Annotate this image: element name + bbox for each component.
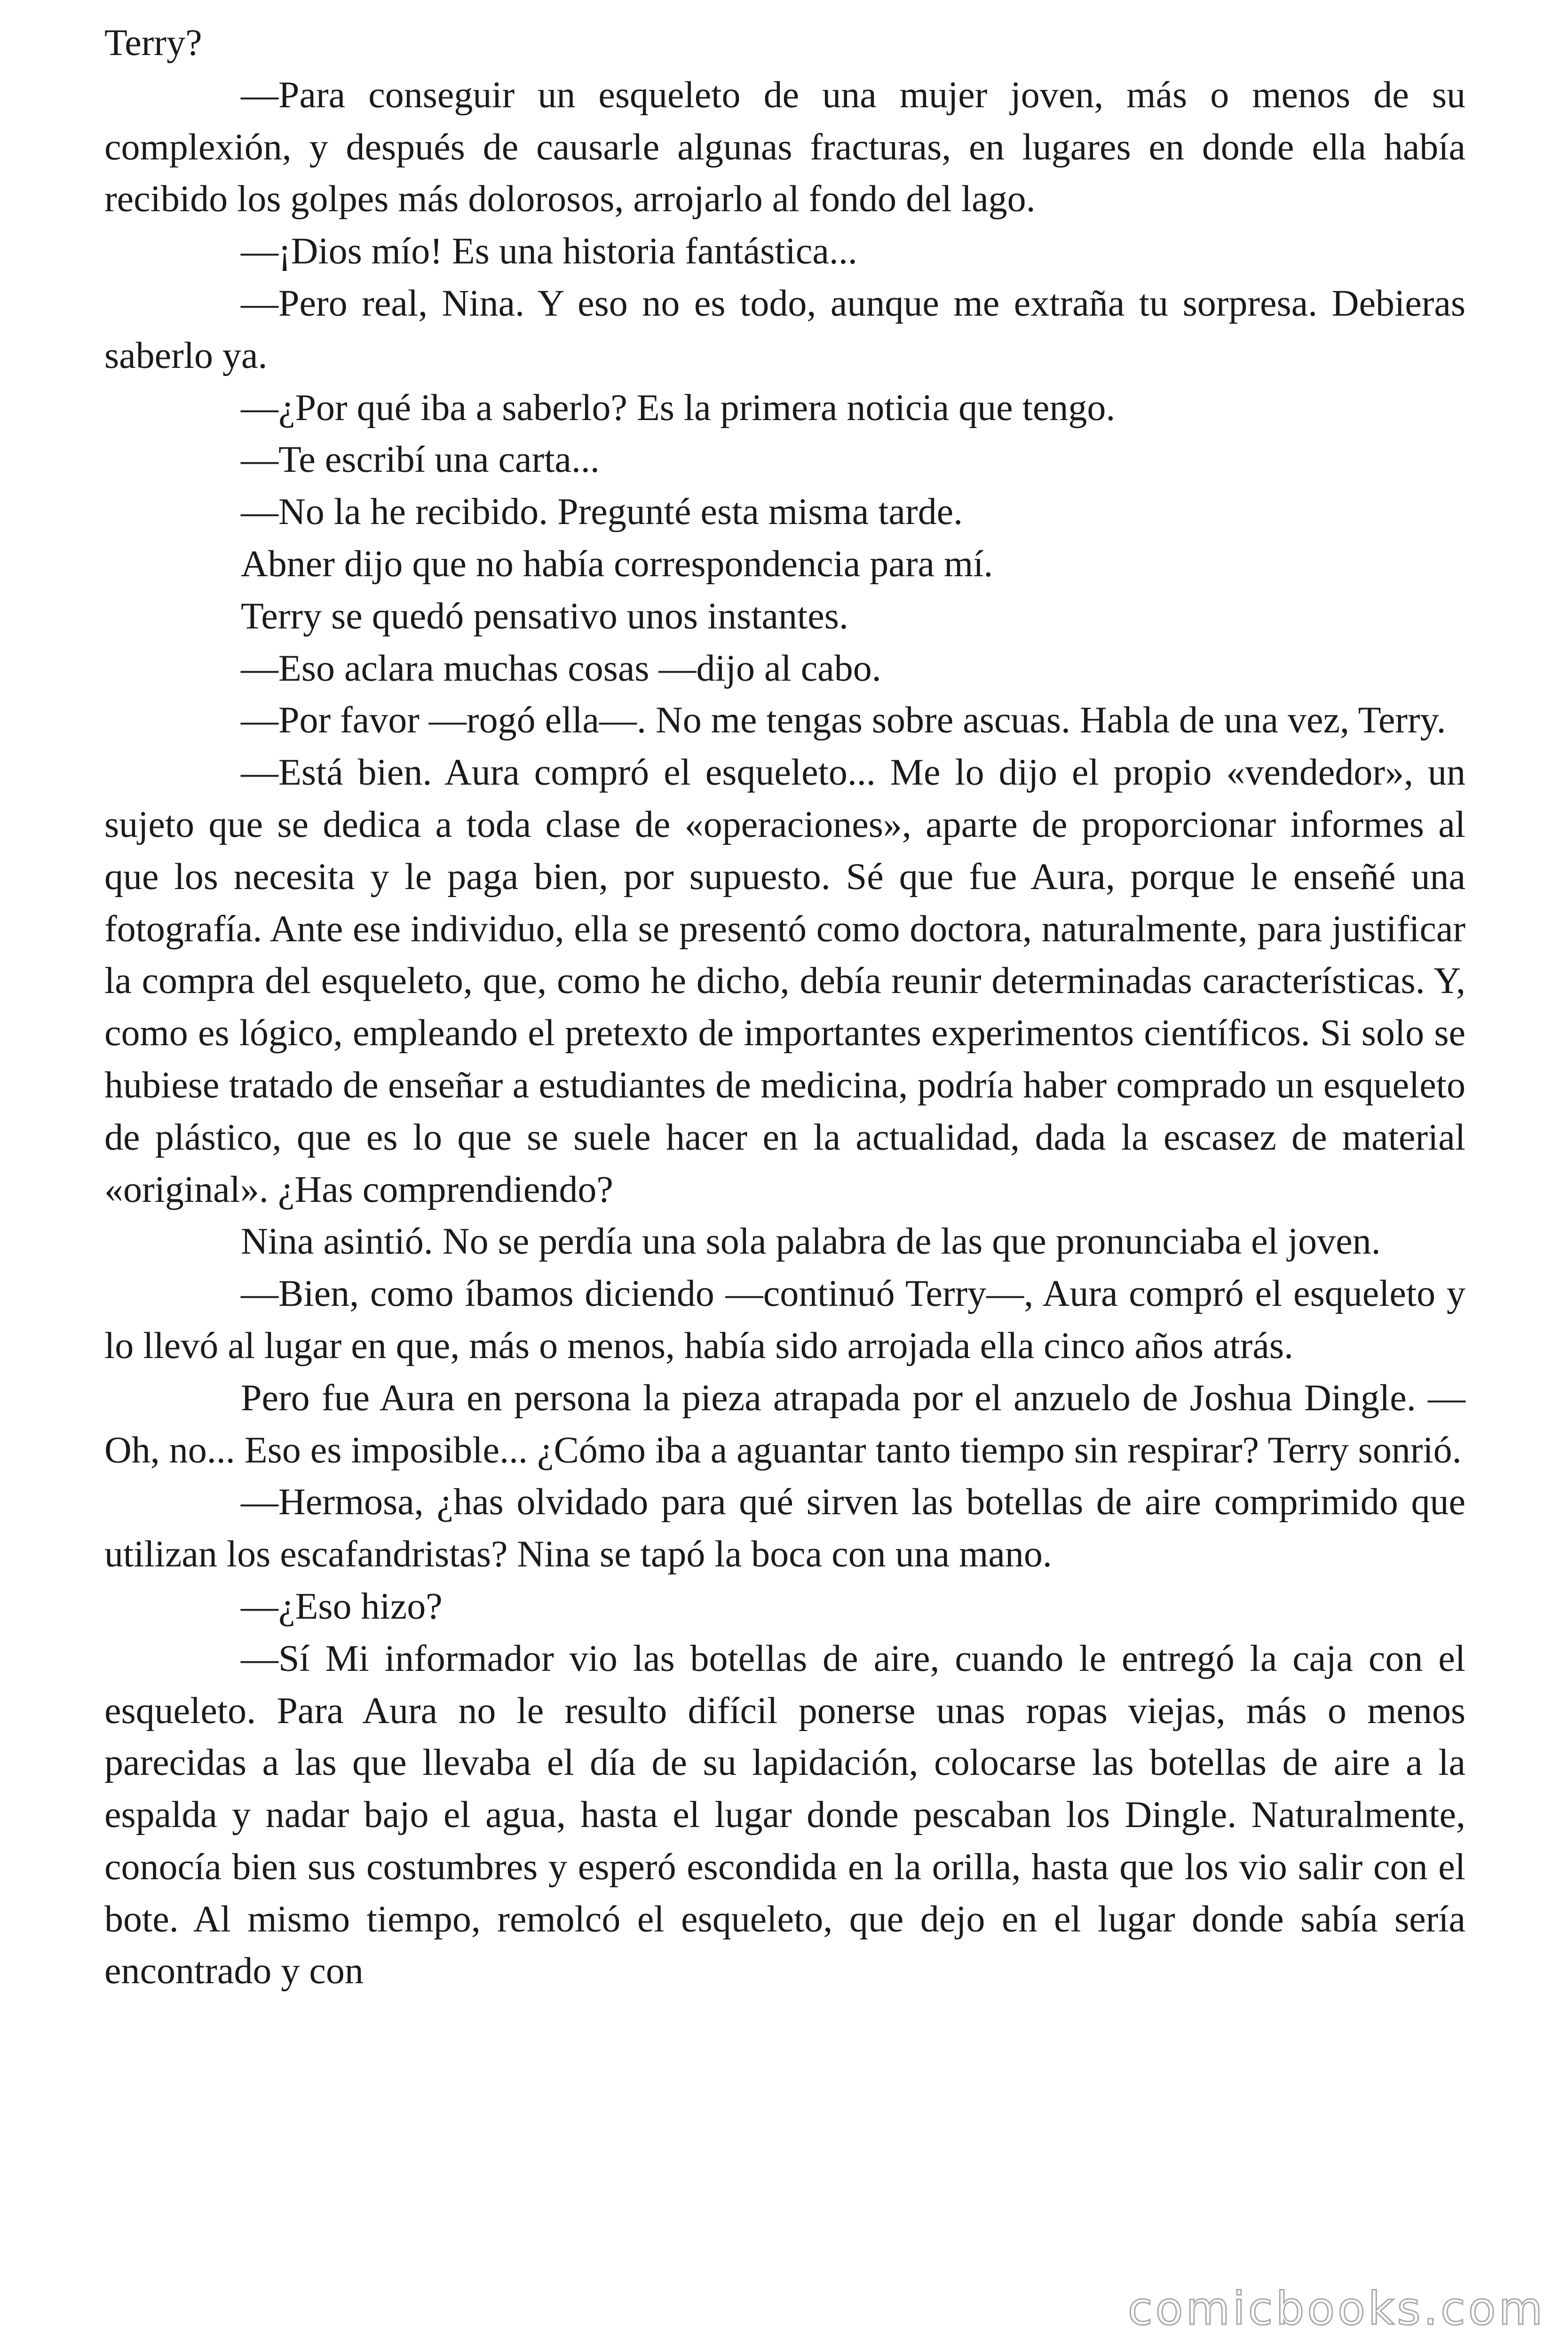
paragraph: —Sí Mi informador vio las botellas de aire, cuando le entregó la caja con el esqueleto. Para Aura no le resulto difícil ponerse unas ropas viejas, más o menos parecidas a las que llevaba el día de su lapidación, colocarse las botellas de aire a la espalda y nadar bajo el agua, hasta el lugar donde pescaban los Dingle. Naturalmente, conocía bien sus costumbres y esperó escondida en la orilla, hasta que los vio salir con el bote. Al mismo tiempo, remolcó el esqueleto, que dejo en el lugar donde sabía sería encontrado y con xyxy=(104,1637,1465,1992)
paragraph: —No la he recibido. Pregunté esta misma tarde. xyxy=(241,491,963,533)
paragraph: —Te escribí una carta... xyxy=(241,439,600,481)
paragraph: —Por favor —rogó ella—. No me tengas sobre ascuas. Habla de una vez, Terry. xyxy=(241,699,1446,741)
paragraph: —Eso aclara muchas cosas —dijo al cabo. xyxy=(241,647,881,689)
paragraph: Terry? xyxy=(104,22,202,64)
paragraph: —¿Por qué iba a saberlo? Es la primera noticia que tengo. xyxy=(241,387,1116,429)
page-text xyxy=(104,17,1465,1997)
paragraph: Pero fue Aura en persona la pieza atrapada por el anzuelo de Joshua Dingle. —Oh, no... Eso es imposible... ¿Cómo iba a aguantar tanto tiempo sin respirar? Terry sonrió. xyxy=(104,1377,1465,1471)
paragraph: Terry se quedó pensativo unos instantes. xyxy=(241,595,848,637)
paragraph: —Bien, como íbamos diciendo —continuó Terry—, Aura compró el esqueleto y lo llevó al lugar en que, más o menos, había sido arrojada ella cinco años atrás. xyxy=(104,1273,1465,1367)
paragraph: —Hermosa, ¿has olvidado para qué sirven las botellas de aire comprimido que utilizan los escafandristas? Nina se tapó la boca con una mano. xyxy=(104,1481,1465,1575)
paragraph: —Está bien. Aura compró el esqueleto... Me lo dijo el propio «vendedor», un sujeto que se dedica a toda clase de «operaciones», aparte de proporcionar informes al que los necesita y le paga bien, por supuesto. Sé que fue Aura, porque le enseñé una fotografía. Ante ese individuo, ella se presentó como doctora, naturalmente, para justificar la compra del esqueleto, que, como he dicho, debía reunir determinadas características. Y, como es lógico, empleando el pretexto de importantes experimentos científicos. Si solo se hubiese tratado de enseñar a estudiantes de medicina, podría haber comprado un esqueleto de plástico, que es lo que se suele hacer en la actualidad, dada la escasez de material «original». ¿Has comprendiendo? xyxy=(104,752,1465,1210)
paragraph: Abner dijo que no había correspondencia para mí. xyxy=(241,543,993,585)
paragraph: —Pero real, Nina. Y eso no es todo, aunque me extraña tu sorpresa. Debieras saberlo ya. xyxy=(104,282,1465,376)
watermark: comicbooks.com xyxy=(1127,2282,1545,2335)
paragraph: —¡Dios mío! Es una historia fantástica... xyxy=(241,230,857,272)
paragraph: —¿Eso hizo? xyxy=(241,1585,443,1627)
paragraph: —Para conseguir un esqueleto de una mujer joven, más o menos de su complexión, y después de causarle algunas fracturas, en lugares en donde ella había recibido los golpes más dolorosos, arrojarlo al fondo del lago. xyxy=(104,74,1465,220)
paragraph: Nina asintió. No se perdía una sola palabra de las que pronunciaba el joven. xyxy=(241,1221,1381,1263)
